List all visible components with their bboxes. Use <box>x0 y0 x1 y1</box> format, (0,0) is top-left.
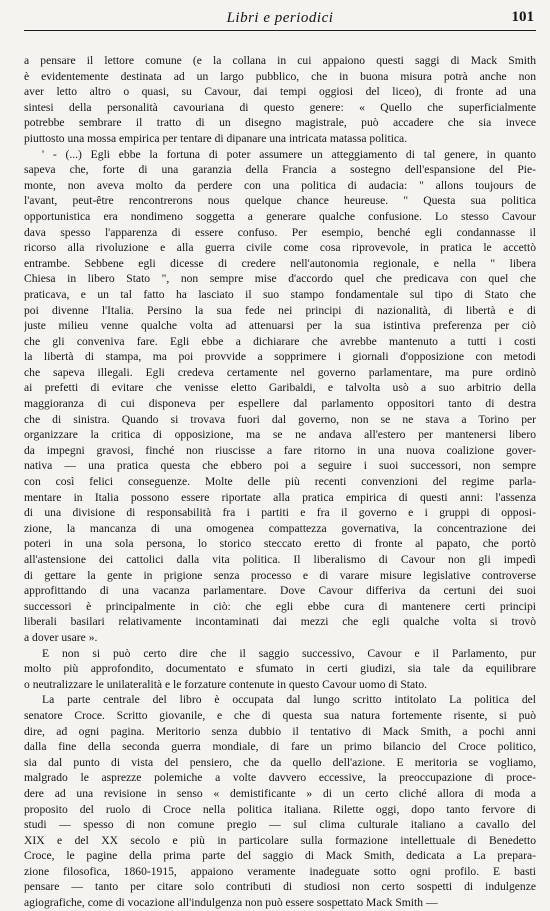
text-line: dire, ad ogni pagina. Meritorio senza dubbio il tentativo di Mack Smith, a pochi anni <box>24 724 536 738</box>
text-line: zione filosofica, 1860-1915, appaiono veramente inadeguate sotto ogni profilo. E basti <box>24 864 536 878</box>
text-line: potrebbe sembrare il tratto di un disegno magistrale, può accadere che sia invece <box>24 116 536 130</box>
paragraph <box>24 646 536 693</box>
text-line: a pensare il lettore comune (e la collana in cui appaiono questi saggi di Mack Smith <box>24 54 536 67</box>
text-line: XIX e del XX secolo e più in particolare sulla formazione intellettuale di Benedetto <box>24 833 536 847</box>
text-line: senatore Croce. Scritto giovanile, e che di questa sua natura fortemente risente, si può <box>24 708 536 722</box>
text-line: l'avant, peut-être rencontrerons nous quelque chance heureuse. " Questa sua politica <box>24 194 536 208</box>
text-line: molto più approfondito, documentato e sfumato in certi giudizi, sia tale da equilibrare <box>24 662 536 676</box>
text-line: agiografiche, come di vocazione all'indulgenza non può essere sospettato Mack Smith — <box>24 896 438 910</box>
text-line: piuttosto una mossa empirica per tentare di dipanare una intricata matassa politica. <box>24 131 408 145</box>
text-line: di una divisione di responsabilità fra i partiti e fra il governo e i gruppi di opposi- <box>24 506 536 520</box>
text-line: o neutralizzare le unilateralità e le forzature contenute in questo Cavour uomo di Stato. <box>24 677 428 691</box>
text-line: che di sinistra. Quando si trovava fuori dal governo, non se ne stava a Torino per <box>24 412 536 426</box>
text-line: pensare — tanto per citare solo contributi di studiosi non certo sospetti di indulgenze <box>24 880 536 894</box>
text-line: all'astensione dei cattolici dalla vita politica. Il liberalismo di Cavour non gli impedì <box>24 553 536 566</box>
text-line: approfittando di una vacanza parlamentare. Dove Cavour differiva da certuni dei suoi <box>24 584 536 598</box>
text-line: Chiesa in libero Stato ", non sempre mise d'accordo quel che predicava con quel che <box>24 272 536 286</box>
body-text <box>24 53 536 911</box>
text-line: maggioranza di cui disponeva per espellere dal parlamento oppositori tanto di destra <box>24 397 536 411</box>
text-line: monte, non aveva molto da perdere con una politica di audacia: " allons toujours de <box>24 178 536 192</box>
text-line: zione, la mancanza di una omogenea compattezza governativa, la concentrazione dei <box>24 521 536 535</box>
text-line: proposito del ruolo di Croce nella politica italiana. Rilette oggi, dopo tanto fervore di <box>24 802 536 816</box>
page-header <box>24 8 536 31</box>
text-line: opportunistica era nondimeno soggetta a generare qualche confusione. Lo stesso Cavour <box>24 209 536 223</box>
text-line: mentare in Italia possono essere riportate alla pratica empirica di questi anni: l'assenza <box>24 490 536 504</box>
paragraph <box>24 147 536 646</box>
text-line: entrambe. Sebbene egli dicesse di credere nell'autonomia regionale, e nella " libera <box>24 256 536 270</box>
text-line: che gli conveniva fare. Egli ebbe a dichiarare che avrebbe mantenuto a tutti i costi <box>24 334 536 348</box>
running-title: Libri e periodici <box>226 10 334 26</box>
text-line: ricorso alla rivoluzione e alla guerra civile come cosa riprovevole, in pratica le accettò <box>24 241 536 255</box>
text-line: dere ad una revisione in senso « demistificante » di un certo cliché allora di moda a <box>24 786 536 800</box>
text-line: poi divenne l'Italia. Persino la sua fede nei principi di nazionalità, di libertà e di <box>24 303 536 317</box>
paragraph <box>24 53 536 147</box>
text-line: studi — spesso di non comune pregio — sul clima culturale italiano a cavallo del <box>24 818 536 832</box>
text-line: a dover usare ». <box>24 630 98 644</box>
text-line: la libertà di stampa, ma poi provvide a sopprimere i giornali d'opposizione con metodi <box>24 350 536 364</box>
text-line: ' - (...) Egli ebbe la fortuna di poter assumere un atteggiamento di tal genere, in quanto <box>42 147 536 161</box>
text-line: che sapeva illegali. Egli credeva certamente nel governo parlamentare, ma pure ordinò <box>24 365 536 379</box>
text-line: liberali basilari relativamente incontaminati dai mezzi che egli qualche volta si trovò <box>24 615 536 629</box>
text-line: organizzare la critica di opposizione, ma se ne andava all'estero per mantenersi libero <box>24 428 536 442</box>
text-line: poteri in una sola persona, lo storico steccato eretto di fronte al papato, che portò <box>24 537 536 551</box>
text-line: successori è principalmente in ciò: che egli ebbe cura di mantenere certi principi <box>24 599 536 613</box>
text-line: è evidentemente destinata ad un largo pubblico, che in buona misura potrà anche non <box>24 69 536 83</box>
text-line: da impegni gravosi, finché non riuscisse a fare ritorno in una nuova coalizione gover- <box>24 443 536 457</box>
text-line: praticava, e un tal fatto ha lasciato il suo stampo fondamentale sul tipo di Stato che <box>24 287 536 301</box>
text-line: di gettare la gente in prigione senza processo e di varare misure legislative controverse <box>24 568 536 582</box>
text-line: sintesi della personalità cavouriana di questo genere: « Quello che superficialmente <box>24 100 536 114</box>
text-line: aver letto altro o quasi, su Cavour, dai tempi oggiosi del liceo), di fronte ad una <box>24 85 536 99</box>
text-line: malgrado le asprezze polemiche a volte davvero eccessive, la preoccupazione di proce- <box>24 771 536 785</box>
text-line: dava spesso l'apparenza di essere confuso. Per esempio, benché egli condannasse il <box>24 225 536 239</box>
text-line: Croce, le pagine della prima parte del saggio di Mack Smith, dedicata a La prepara- <box>24 849 536 863</box>
text-line: sia dal punto di vista del pensiero, che da quello dell'azione. E meritoria se vogliamo, <box>24 755 536 769</box>
text-line: juste milieu venne qualche volta ad attenuarsi per la sua istintiva preferenza per ciò <box>24 319 536 333</box>
text-line: ai prefetti di evitare che venisse eletto Garibaldi, e talvolta usò a suo arbitrio della <box>24 381 536 395</box>
text-line: dalla fine della seconda guerra mondiale, di fare un primo bilancio del Croce politico, <box>24 740 536 754</box>
text-line: con così felici conseguenze. Molte delle più recenti convenzioni del regime parla- <box>24 475 536 489</box>
text-line: sapeva che, forte di una garanzia della Francia a sostegno dell'espansione del Pie- <box>24 163 536 177</box>
text-line: E non si può certo dire che il saggio successivo, Cavour e il Parlamento, pur <box>42 646 536 660</box>
page-number: 101 <box>511 9 534 25</box>
paragraph <box>24 692 536 910</box>
text-line: La parte centrale del libro è occupata dal lungo scritto intitolato La politica del <box>42 693 536 707</box>
text-line: nativa — una pratica questa che ebbero poi a seguire i suoi successori, non sempre <box>24 459 536 473</box>
